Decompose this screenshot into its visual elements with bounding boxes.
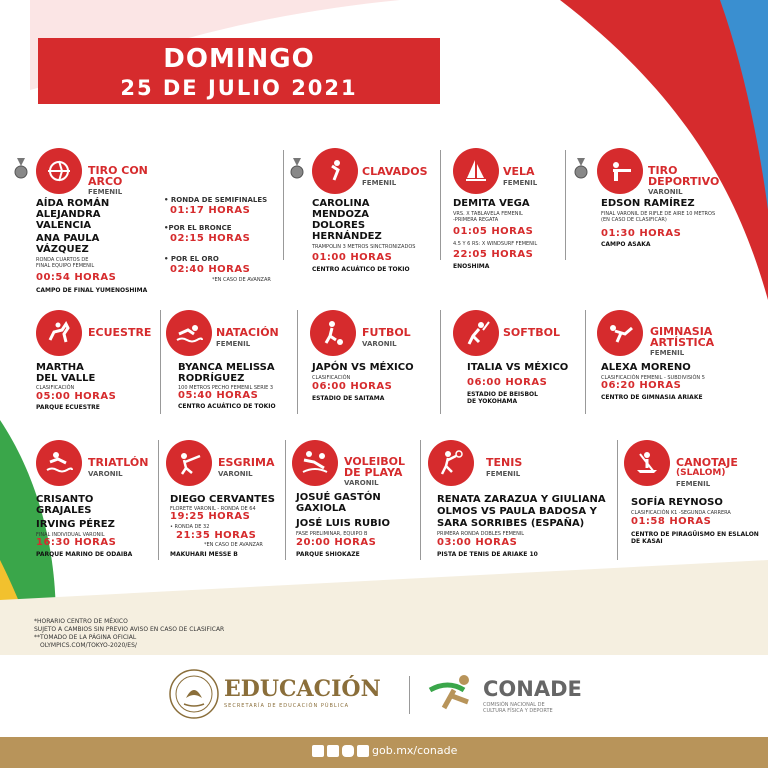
athlete-name: CAROLINA bbox=[312, 198, 370, 209]
venue: ESTADIO DE SAITAMA bbox=[312, 395, 385, 402]
sport-name: ECUESTRE bbox=[88, 326, 152, 339]
event-time: 01:30 HORAS bbox=[601, 228, 682, 239]
match-name: JAPÓN VS MÉXICO bbox=[312, 362, 414, 373]
athlete-name: MENDOZA bbox=[312, 209, 369, 220]
event-detail: • RONDA DE 32 bbox=[170, 524, 210, 530]
divider bbox=[160, 310, 161, 414]
athlete-name: AÍDA ROMÁN bbox=[36, 198, 110, 209]
event-time: 20:00 HORAS bbox=[296, 537, 377, 548]
divider bbox=[617, 440, 618, 560]
event-time: 06:20 HORAS bbox=[601, 380, 682, 391]
sport-name: NATACIÓN bbox=[216, 326, 279, 339]
divider bbox=[585, 310, 586, 414]
event-time: 06:00 HORAS bbox=[467, 377, 548, 388]
divider bbox=[283, 150, 284, 260]
category: VARONIL bbox=[362, 340, 397, 348]
category: VARONIL bbox=[344, 479, 379, 487]
swimming-icon bbox=[166, 310, 212, 356]
venue: PARQUE ECUESTRE bbox=[36, 404, 100, 411]
venue: PARQUE MARINO DE ODAIBA bbox=[36, 551, 133, 558]
event-detail: CLASIFICACIÓN K1 -SEGUNDA CARRERA bbox=[631, 510, 731, 516]
match-name: ITALIA VS MÉXICO bbox=[467, 362, 569, 373]
event-time: 05:40 HORAS bbox=[178, 390, 259, 401]
athlete-name: ALEJANDRA bbox=[36, 209, 101, 220]
round-time: 02:15 HORAS bbox=[170, 233, 251, 244]
twitter-icon[interactable] bbox=[327, 745, 339, 757]
event-detail: CLASIFICACIÓN bbox=[36, 385, 75, 391]
event-detail: RONDA CUARTOS DE bbox=[36, 257, 89, 263]
archery-icon bbox=[36, 148, 82, 194]
venue: CENTRO DE GIMNASIA ARIAKE bbox=[601, 394, 703, 401]
divider bbox=[420, 440, 421, 560]
event-time: 01:00 HORAS bbox=[312, 252, 393, 263]
sport-name: SOFTBOL bbox=[503, 326, 561, 339]
divider bbox=[440, 150, 441, 260]
round-label: • RONDA DE SEMIFINALES bbox=[164, 196, 268, 204]
instagram-icon[interactable] bbox=[342, 745, 354, 757]
facebook-icon[interactable] bbox=[312, 745, 324, 757]
event-detail: FLORETE VARONIL - RONDA DE 64 bbox=[170, 506, 256, 512]
soccer-icon bbox=[310, 310, 356, 356]
divider bbox=[565, 150, 566, 260]
venue: DE KASAI bbox=[631, 538, 663, 545]
divider bbox=[440, 310, 441, 414]
event-detail: PRIMERA RONDA DOBLES FEMENIL bbox=[437, 531, 525, 537]
sport-name: (SLALOM) bbox=[676, 468, 726, 478]
athlete-name: VALENCIA bbox=[36, 220, 92, 231]
sport-name: ESGRIMA bbox=[218, 456, 275, 469]
sport-name: VOLEIBOL bbox=[344, 455, 406, 468]
shooting-icon bbox=[597, 148, 643, 194]
category: VARONIL bbox=[88, 470, 123, 478]
venue: DE YOKOHAMA bbox=[467, 398, 518, 405]
athlete-name: DOLORES bbox=[312, 220, 366, 231]
diving-icon bbox=[312, 148, 358, 194]
category: FEMENIL bbox=[362, 179, 397, 187]
event-time: 19:25 HORAS bbox=[170, 511, 251, 522]
athlete-name: BYANCA MELISSA bbox=[178, 362, 275, 373]
divider bbox=[285, 440, 286, 560]
athlete-name: VÁZQUEZ bbox=[36, 244, 89, 255]
round-label: •POR EL BRONCE bbox=[164, 224, 232, 232]
footnote: *HORARIO CENTRO DE MÉXICO bbox=[34, 618, 128, 625]
sport-name: TENIS bbox=[486, 456, 523, 469]
event-detail: FASE PRELIMINAR, EQUIPO B bbox=[296, 531, 368, 537]
athlete-name: JOSÉ LUIS RUBIO bbox=[296, 518, 390, 529]
athlete-name: DIEGO CERVANTES bbox=[170, 494, 275, 505]
athlete-name: MARTHA bbox=[36, 362, 84, 373]
divider bbox=[297, 310, 298, 414]
medal-icon bbox=[14, 158, 28, 180]
venue: ENOSHIMA bbox=[453, 263, 490, 270]
category: FEMENIL bbox=[503, 179, 538, 187]
event-detail: FINAL VARONIL DE RIFLE DE AIRE 10 METROS bbox=[601, 211, 716, 217]
conade-subtitle: COMISIÓN NACIONAL DE CULTURA FÍSICA Y DEPORTE bbox=[483, 702, 553, 714]
sport-name: ARTÍSTICA bbox=[650, 336, 715, 349]
match-name: RENATA ZARAZUA Y GIULIANA bbox=[437, 494, 606, 505]
event-detail: 4.5 Y 6 RS: X WINDSURF FEMENIL bbox=[453, 241, 538, 247]
athlete-name: HERNÁNDEZ bbox=[312, 231, 382, 242]
sport-name: ARCO bbox=[88, 175, 123, 188]
sport-name: FUTBOL bbox=[362, 326, 411, 339]
event-detail: TRAMPOLIN 3 METROS SINCTRONIZADOS bbox=[312, 244, 416, 250]
footnote: **TOMADO DE LA PÁGINA OFICIAL bbox=[34, 634, 137, 641]
round-note: *EN CASO DE AVANZAR bbox=[204, 542, 263, 548]
sport-name: CANOTAJE bbox=[676, 456, 738, 469]
event-detail: 100 METROS PECHO FEMENIL SERIE 3 bbox=[178, 385, 274, 391]
athlete-name: ANA PAULA bbox=[36, 233, 100, 244]
event-time: 01:58 HORAS bbox=[631, 516, 712, 527]
round-time: 02:40 HORAS bbox=[170, 264, 251, 275]
athlete-name: JOSUÉ GASTÓN bbox=[296, 492, 381, 503]
footnote: OLYMPICS.COM/TOKYO-2020/ES/ bbox=[40, 642, 137, 649]
event-time: 00:54 HORAS bbox=[36, 272, 117, 283]
edu-subtitle: SECRETARÍA DE EDUCACIÓN PÚBLICA bbox=[224, 703, 350, 709]
sport-name: GIMNASIA bbox=[650, 325, 713, 338]
venue: CENTRO DE PIRAGÜISMO EN ESLALON bbox=[631, 531, 759, 538]
athlete-name: IRVING PÉREZ bbox=[36, 519, 115, 530]
venue: CENTRO ACUÁTICO DE TOKIO bbox=[178, 403, 276, 410]
venue: MAKUHARI MESSE B bbox=[170, 551, 238, 558]
athlete-name: GAXIOLA bbox=[296, 503, 346, 514]
footer-url-link[interactable]: gob.mx/conade bbox=[372, 744, 458, 757]
sport-name: CLAVADOS bbox=[362, 165, 428, 178]
sailing-icon bbox=[453, 148, 499, 194]
event-detail: (EN CASO DE CLASIFICAR) bbox=[601, 217, 667, 223]
round-label: • POR EL ORO bbox=[164, 255, 219, 263]
event-time: 06:00 HORAS bbox=[312, 381, 393, 392]
tennis-icon bbox=[428, 440, 474, 486]
medal-icon bbox=[290, 158, 304, 180]
gymnastics-icon bbox=[597, 310, 643, 356]
footnotes bbox=[34, 618, 224, 650]
athlete-name: EDSON RAMÍREZ bbox=[601, 198, 695, 209]
sport-name: VELA bbox=[503, 165, 535, 178]
fencing-icon bbox=[166, 440, 212, 486]
round-time: 01:17 HORAS bbox=[170, 205, 251, 216]
triathlon-icon bbox=[36, 440, 82, 486]
canoe-icon bbox=[624, 440, 670, 486]
sport-name: DE PLAYA bbox=[344, 466, 403, 479]
event-time: 03:00 HORAS bbox=[437, 537, 518, 548]
sport-name: TRIATLÓN bbox=[88, 456, 149, 469]
sport-name: TIRO CON bbox=[88, 164, 148, 177]
venue: CAMPO ASAKA bbox=[601, 241, 651, 248]
event-time: 22:05 HORAS bbox=[453, 249, 534, 260]
category: FEMENIL bbox=[216, 340, 251, 348]
logo-divider bbox=[409, 676, 410, 714]
day-title: DOMINGO bbox=[163, 44, 315, 74]
category: FEMENIL bbox=[88, 188, 123, 196]
divider bbox=[158, 440, 159, 560]
venue: CENTRO ACUÁTICO DE TOKIO bbox=[312, 266, 410, 273]
event-time: 16:30 HORAS bbox=[36, 537, 117, 548]
date-banner bbox=[38, 38, 440, 104]
category: VARONIL bbox=[218, 470, 253, 478]
athlete-name: DEMITA VEGA bbox=[453, 198, 530, 209]
date-title: 25 DE JULIO 2021 bbox=[120, 76, 358, 100]
medal-icon bbox=[574, 158, 588, 180]
event-detail: FINAL INDIVIDUAL VARONIL bbox=[36, 532, 105, 538]
category: FEMENIL bbox=[486, 470, 521, 478]
event-detail: -PRIMERA REGATA bbox=[453, 217, 499, 223]
event-detail: FINAL EQUIPO FEMENIL bbox=[36, 263, 95, 269]
event-time: 21:35 HORAS bbox=[176, 530, 257, 541]
venue: CAMPO DE FINAL YUMENOSHIMA bbox=[36, 287, 148, 294]
conade-title: CONADE bbox=[483, 677, 582, 701]
athlete-name: RODRÍGUEZ bbox=[178, 373, 245, 384]
athlete-name: DEL VALLE bbox=[36, 373, 96, 384]
venue: PISTA DE TENIS DE ARIAKE 10 bbox=[437, 551, 538, 558]
match-name: SARA SORRIBES (ESPAÑA) bbox=[437, 518, 585, 529]
athlete-name: ALEXA MORENO bbox=[601, 362, 691, 373]
softball-icon bbox=[453, 310, 499, 356]
round-note: *EN CASO DE AVANZAR bbox=[212, 277, 271, 283]
youtube-icon[interactable] bbox=[357, 745, 369, 757]
athlete-name: GRAJALES bbox=[36, 505, 92, 516]
event-time: 05:00 HORAS bbox=[36, 391, 117, 402]
logo-area bbox=[0, 655, 768, 737]
conade-logo bbox=[424, 672, 480, 716]
sport-name: DEPORTIVO bbox=[648, 175, 720, 188]
category: FEMENIL bbox=[676, 480, 711, 488]
footnote: SUJETO A CAMBIOS SIN PREVIO AVISO EN CASO DE CLASIFICAR bbox=[34, 626, 225, 633]
event-detail: CLASIFICACIÓN bbox=[312, 375, 351, 381]
event-detail: VRS. X TABLAVELA FEMENIL bbox=[453, 211, 523, 217]
coat-of-arms-logo bbox=[168, 668, 220, 720]
volleyball-icon bbox=[292, 440, 338, 486]
sport-name: TIRO bbox=[648, 164, 678, 177]
category: FEMENIL bbox=[650, 349, 685, 357]
athlete-name: SOFÍA REYNOSO bbox=[631, 497, 723, 508]
event-detail: CLASIFICACIÓN FEMENIL - SUBDIVISIÓN 5 bbox=[601, 375, 705, 381]
match-name: OLMOS VS PAULA BADOSA Y bbox=[437, 506, 597, 517]
equestrian-icon bbox=[36, 310, 82, 356]
category: VARONIL bbox=[648, 188, 683, 196]
event-time: 01:05 HORAS bbox=[453, 226, 534, 237]
athlete-name: CRISANTO bbox=[36, 494, 94, 505]
venue: PARQUE SHIOKAZE bbox=[296, 551, 360, 558]
venue: ESTADIO DE BEISBOL bbox=[467, 391, 538, 398]
edu-title: EDUCACIÓN bbox=[224, 676, 381, 702]
